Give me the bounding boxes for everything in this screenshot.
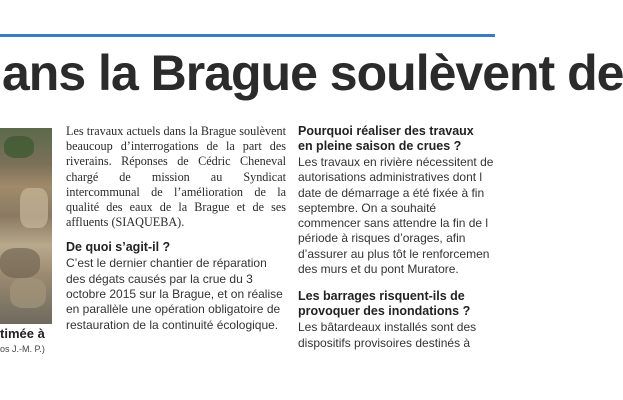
article-column-middle xyxy=(66,124,286,333)
top-accent-rule xyxy=(0,34,495,37)
photo-caption-title: timée à xyxy=(0,326,45,341)
answer-paragraph-3: Les bâtardeaux installés sont des dispositifs provisoires destinés à xyxy=(298,320,477,350)
article-headline: ans la Brague soulèvent de xyxy=(2,45,623,101)
photo-caption xyxy=(0,326,60,356)
question-heading-1: De quoi s’agit-il ? xyxy=(66,240,171,255)
article-column-right xyxy=(298,124,495,351)
intro-paragraph: Les travaux actuels dans la Brague soulèvent beaucoup d’interrogations de la part des riverains. Réponses de Cédric Cheneval chargé de mission au Syndicat intercommunal de l’amélioration de la qualité des eaux de la Brague et de ses affluents (SIAQUEBA). xyxy=(66,124,286,230)
answer-paragraph-1: C’est le dernier chantier de réparation des dégats causés par la crue du 3 octobre 2015 sur la Brague, et on réalise en parallèle une opération obligatoire de restauration de la continuité écologique. xyxy=(66,256,283,332)
question-heading-2: Pourquoi réaliser des travaux en pleine saison de crues ? xyxy=(298,124,474,153)
answer-paragraph-2: Les travaux en rivière nécessitent de autorisations administratives dont l date de démarrage a été fixée à fin septembre. On a souhaité commencer sans attendre la fin de l période à risques d’orages, afin d’assurer au plus tôt le renforcemen des murs et du pont Muratore. xyxy=(298,155,494,277)
article-photo xyxy=(0,128,52,324)
photo-credit: os J.-M. P.) xyxy=(0,344,45,354)
question-heading-3: Les barrages risquent-ils de provoquer des inondations ? xyxy=(298,289,471,319)
